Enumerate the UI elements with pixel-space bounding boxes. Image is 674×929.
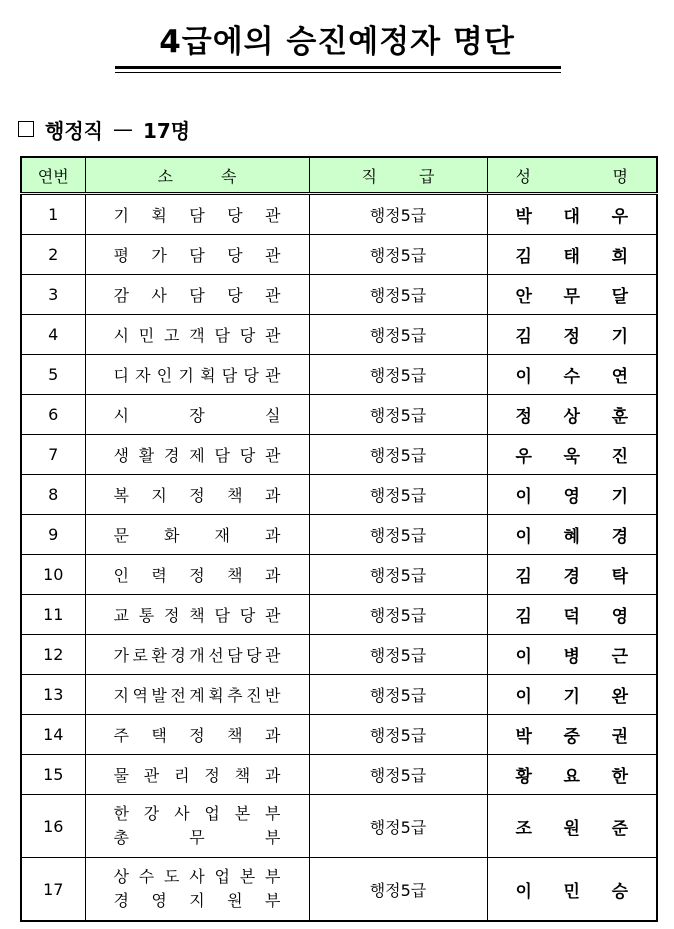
row-dept (85, 675, 309, 715)
row-name-text: 이 기 완 (515, 687, 628, 707)
row-no: 4 (21, 315, 85, 355)
row-name (487, 395, 657, 435)
title-underline-thin (115, 72, 561, 73)
row-name (487, 555, 657, 595)
table-row (21, 355, 657, 395)
row-name-text: 황 요 한 (515, 767, 628, 787)
row-rank: 행정5급 (309, 515, 487, 555)
row-rank: 행정5급 (309, 475, 487, 515)
row-rank: 행정5급 (309, 675, 487, 715)
row-dept-text: 인 력 정 책 과 (113, 566, 281, 585)
row-dept (85, 315, 309, 355)
row-name-text: 우 욱 진 (515, 447, 628, 467)
row-dept (85, 755, 309, 795)
row-name-text: 김 정 기 (515, 327, 628, 347)
row-no: 11 (21, 595, 85, 635)
row-dept (85, 595, 309, 635)
row-dept-text: 교 통 정 책 담 당 관 (113, 606, 281, 625)
header-rank (309, 157, 487, 194)
row-dept (85, 795, 309, 858)
row-dept-line2: 총 무 부 (113, 828, 281, 847)
page-title: 4급에의 승진예정자 명단 (159, 24, 515, 60)
row-name-text: 이 영 기 (515, 487, 628, 507)
section-count: 17명 (142, 118, 191, 143)
row-rank: 행정5급 (309, 435, 487, 475)
row-no: 17 (21, 858, 85, 922)
row-name-text: 김 경 탁 (515, 567, 628, 587)
row-name (487, 235, 657, 275)
section-heading (18, 116, 190, 142)
row-no: 7 (21, 435, 85, 475)
header-dept (85, 157, 309, 194)
row-name-text: 이 혜 경 (515, 527, 628, 547)
row-dept (85, 355, 309, 395)
row-no: 10 (21, 555, 85, 595)
table-row (21, 675, 657, 715)
row-no: 2 (21, 235, 85, 275)
row-name (487, 675, 657, 715)
row-rank: 행정5급 (309, 355, 487, 395)
row-no: 12 (21, 635, 85, 675)
table-row (21, 235, 657, 275)
row-name (487, 475, 657, 515)
row-rank: 행정5급 (309, 715, 487, 755)
row-name-text: 안 무 달 (515, 287, 628, 307)
row-dept-text: 주 택 정 책 과 (113, 726, 281, 745)
row-dept (85, 275, 309, 315)
row-no: 14 (21, 715, 85, 755)
row-name (487, 355, 657, 395)
table-row (21, 515, 657, 555)
row-name-text: 이 병 근 (515, 647, 628, 667)
row-dept-line1: 상 수 도 사 업 본 부 (113, 867, 281, 886)
table-row (21, 755, 657, 795)
row-no: 6 (21, 395, 85, 435)
row-dept (85, 515, 309, 555)
row-dept-text: 디 자 인 기 획 담 당 관 (113, 366, 281, 385)
row-dept-text: 지 역 발 전 계 획 추 진 반 (113, 686, 281, 705)
row-name-text: 김 덕 영 (515, 607, 628, 627)
row-name-text: 김 태 희 (515, 247, 628, 267)
row-name-text: 이 수 연 (515, 367, 628, 387)
row-dept-text: 감 사 담 당 관 (113, 286, 281, 305)
row-name (487, 275, 657, 315)
promotion-table (20, 156, 658, 922)
table-row (21, 395, 657, 435)
row-name-text: 박 중 권 (515, 727, 628, 747)
row-name (487, 755, 657, 795)
row-dept-text: 가 로 환 경 개 선 담 당 관 (113, 646, 281, 665)
header-rank-text: 직 급 (361, 166, 435, 186)
row-name (487, 194, 657, 235)
row-no: 5 (21, 355, 85, 395)
row-name-text: 정 상 훈 (515, 407, 628, 427)
table-row (21, 555, 657, 595)
section-dash: — (112, 117, 133, 141)
row-no: 15 (21, 755, 85, 795)
row-rank: 행정5급 (309, 755, 487, 795)
row-dept-text: 복 지 정 책 과 (113, 486, 281, 505)
row-no: 16 (21, 795, 85, 858)
header-dept-text: 소 속 (157, 166, 237, 186)
table-header-row (21, 157, 657, 194)
row-no: 3 (21, 275, 85, 315)
row-dept-text: 문 화 재 과 (113, 526, 281, 545)
row-dept-text: 시 장 실 (113, 406, 281, 425)
row-dept-line1: 한 강 사 업 본 부 (113, 804, 281, 823)
row-name-text: 박 대 우 (515, 207, 628, 227)
row-name (487, 315, 657, 355)
table-row (21, 435, 657, 475)
row-no: 1 (21, 194, 85, 235)
row-rank: 행정5급 (309, 235, 487, 275)
row-rank: 행정5급 (309, 275, 487, 315)
row-dept-text: 물 관 리 정 책 과 (113, 766, 281, 785)
table-row (21, 595, 657, 635)
row-dept-text: 평 가 담 당 관 (113, 246, 281, 265)
row-rank: 행정5급 (309, 555, 487, 595)
table-row (21, 275, 657, 315)
row-name (487, 858, 657, 922)
row-dept (85, 395, 309, 435)
row-dept (85, 235, 309, 275)
row-rank: 행정5급 (309, 194, 487, 235)
row-rank: 행정5급 (309, 395, 487, 435)
row-dept (85, 555, 309, 595)
row-dept (85, 858, 309, 922)
table-row (21, 795, 657, 858)
row-name (487, 795, 657, 858)
row-rank: 행정5급 (309, 595, 487, 635)
row-rank: 행정5급 (309, 635, 487, 675)
table-row (21, 858, 657, 922)
row-dept-text: 시 민 고 객 담 당 관 (113, 326, 281, 345)
table-row (21, 475, 657, 515)
table-row (21, 194, 657, 235)
row-name-text: 이 민 승 (515, 881, 628, 902)
row-no: 9 (21, 515, 85, 555)
row-dept (85, 475, 309, 515)
row-dept (85, 435, 309, 475)
row-dept (85, 715, 309, 755)
row-name (487, 435, 657, 475)
header-name (487, 157, 657, 194)
row-name (487, 635, 657, 675)
row-no: 8 (21, 475, 85, 515)
table-row (21, 315, 657, 355)
row-dept (85, 194, 309, 235)
row-dept (85, 635, 309, 675)
row-name (487, 595, 657, 635)
section-label: 행정직 (45, 118, 103, 143)
row-dept-line2: 경 영 지 원 부 (113, 891, 281, 910)
row-name (487, 715, 657, 755)
header-no: 연번 (21, 157, 85, 194)
row-name (487, 515, 657, 555)
checkbox-icon (18, 121, 34, 137)
row-rank: 행정5급 (309, 315, 487, 355)
row-dept-text: 생 활 경 제 담 당 관 (113, 446, 281, 465)
row-rank: 행정5급 (309, 795, 487, 858)
row-rank: 행정5급 (309, 858, 487, 922)
row-name-text: 조 원 준 (515, 818, 628, 839)
title-underline (115, 66, 561, 69)
table-row (21, 635, 657, 675)
header-name-text: 성 명 (515, 166, 628, 186)
row-no: 13 (21, 675, 85, 715)
row-dept-text: 기 획 담 당 관 (113, 206, 281, 225)
table-row (21, 715, 657, 755)
